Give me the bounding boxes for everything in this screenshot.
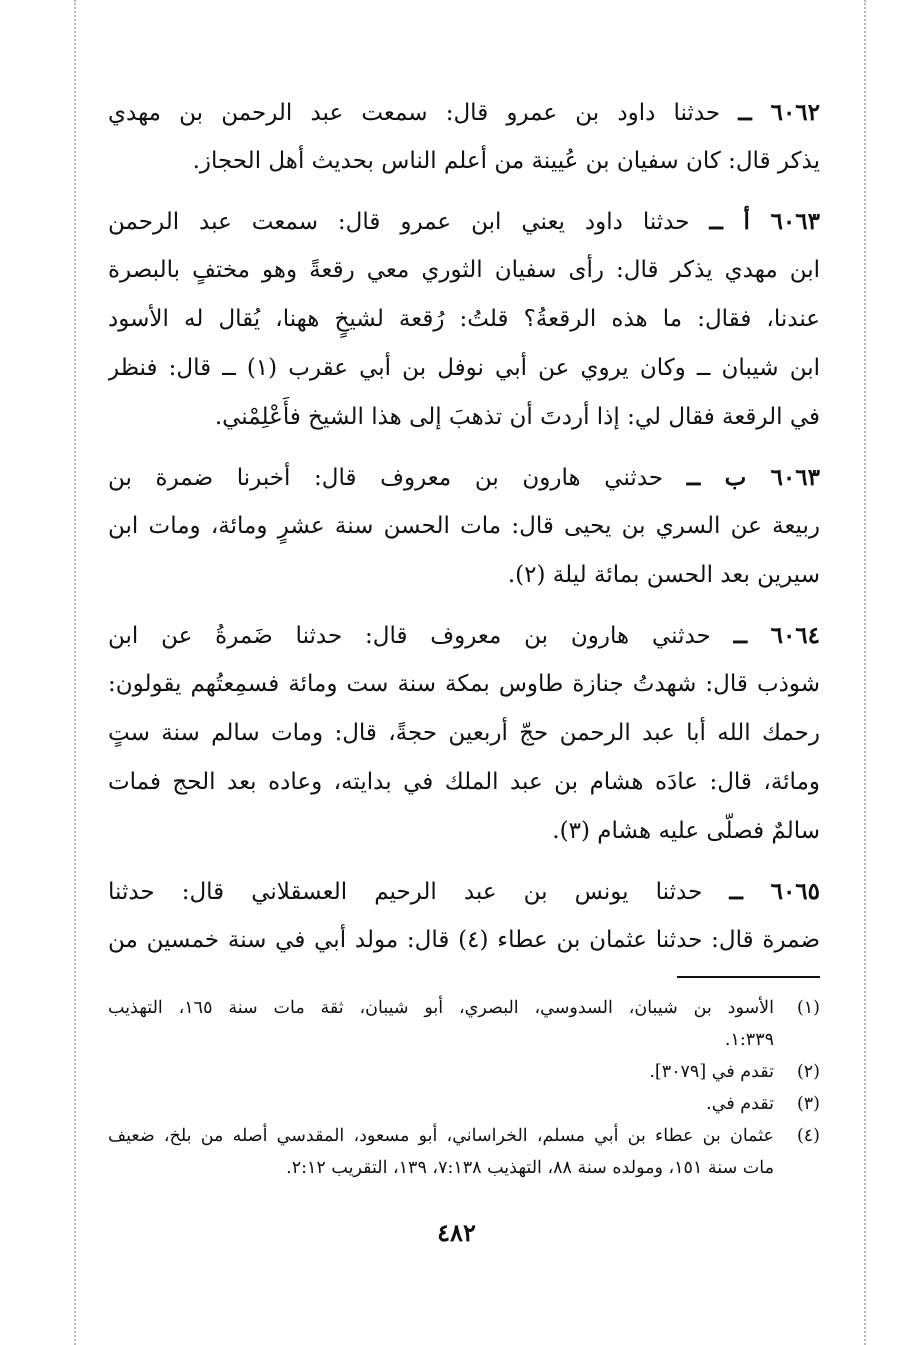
footnote-line: مات سنة ١٥١، ومولده سنة ٨٨، التهذيب ٧:١٣٨، ١٣٩، التقريب ٢:١٢. [286, 1158, 774, 1178]
hadith-6063b [108, 453, 820, 600]
hadith-6065 [108, 867, 820, 965]
hadith-number: ٦٠٦٢ ــ [738, 99, 820, 126]
text-line: ابن شيبان ــ وكان يروي عن أبي نوفل بن أبي عقرب (١) ــ قال: فنظر [108, 355, 820, 381]
hadith-number: ٦٠٦٣ ب ــ [686, 464, 820, 491]
page-number: ٤٨٢ [437, 1218, 476, 1247]
text-line: عندنا، فقال: ما هذه الرقعةُ؟ قلتُ: رُقعة لشيخٍ ههنا، يُقال له الأسود [108, 306, 820, 332]
text-line: رحمك الله أبا عبد الرحمن حجّ أربعين حجةً، قال: ومات سالم سنة ستٍ [108, 720, 820, 746]
footnote-line: تقدم في. [706, 1094, 774, 1114]
page-body [108, 88, 820, 1184]
text-line: في الرقعة فقال لي: إذا أردتَ أن تذهبَ إلى هذا الشيخ فأَعْلِمْني. [214, 404, 820, 430]
footnote-marker: (٢) [796, 1062, 820, 1082]
text-line: شوذب قال: شهدتُ جنازة طاوس بمكة سنة ست ومائة فسمِعتُهم يقولون: [108, 671, 820, 697]
text-line: ٦٠٦٢ ــ حدثنا داود بن عمرو قال: سمعت عبد الرحمن بن مهدي [108, 99, 820, 126]
text-line: سالمٌ فصلّى عليه هشام (٣). [552, 818, 820, 844]
text-line: ٦٠٦٥ ــ حدثنا يونس بن عبد الرحيم العسقلاني قال: حدثنا [108, 878, 820, 905]
margin-dotted-line-right [864, 0, 866, 1345]
text-line: ومائة، قال: عادَه هشام بن عبد الملك في بدايته، وعاده بعد الحج فمات [108, 769, 820, 795]
footnote-line: ١:٣٣٩. [724, 1030, 774, 1050]
text-line: ٦٠٦٣ أ ــ حدثنا داود يعني ابن عمرو قال: سمعت عبد الرحمن [108, 208, 820, 235]
footnote-marker: (٣) [796, 1094, 820, 1114]
footnotes [108, 992, 820, 1184]
hadith-number: ٦٠٦٣ أ ــ [709, 208, 820, 235]
text-line: سيرين بعد الحسن بمائة ليلة (٢). [507, 562, 820, 588]
text-line: ٦٠٦٤ ــ حدثني هارون بن معروف قال: حدثنا ضَمرةُ عن ابن [108, 622, 820, 649]
hadith-number: ٦٠٦٤ ــ [733, 622, 820, 649]
margin-dotted-line-left [74, 0, 76, 1345]
text-line: ابن مهدي يذكر قال: رأى سفيان الثوري معي رقعةً وهو مختفٍ بالبصرة [108, 257, 820, 283]
text-line: ضمرة قال: حدثنا عثمان بن عطاء (٤) قال: مولد أبي في سنة خمسين من [108, 927, 820, 953]
footnote-4 [108, 1120, 820, 1184]
text-line: يذكر قال: كان سفيان بن عُيينة من أعلم الناس بحديث أهل الحجاز. [192, 148, 820, 174]
footnote-marker: (٤) [796, 1126, 820, 1146]
footnote-line: الأسود بن شيبان، السدوسي، البصري، أبو شيبان، ثقة مات سنة ١٦٥، التهذيب [108, 998, 774, 1018]
footnote-separator [677, 976, 820, 978]
footnote-3 [108, 1088, 820, 1120]
footnote-2 [108, 1056, 820, 1088]
text-line: ربيعة عن السري بن يحيى قال: مات الحسن سنة عشرٍ ومائة، ومات ابن [108, 513, 820, 539]
footnote-marker: (١) [796, 998, 820, 1018]
footnote-line: عثمان بن عطاء بن أبي مسلم، الخراساني، أبو مسعود، المقدسي أصله من بلخ، ضعيف [108, 1126, 774, 1146]
hadith-6063a [108, 197, 820, 442]
hadith-6064 [108, 611, 820, 856]
footnote-1 [108, 992, 820, 1056]
footnote-line: تقدم في [٣٠٧٩]. [649, 1062, 774, 1082]
hadith-number: ٦٠٦٥ ــ [729, 878, 820, 905]
text-line: ٦٠٦٣ ب ــ حدثني هارون بن معروف قال: أخبرنا ضمرة بن [108, 464, 820, 491]
hadith-6062 [108, 88, 820, 186]
